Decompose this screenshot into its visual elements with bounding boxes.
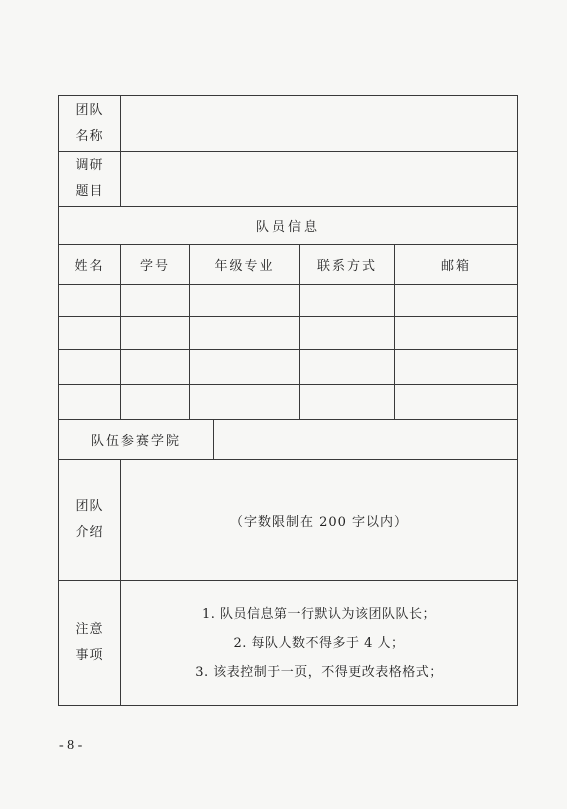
team-name-label: 团队 名称	[59, 96, 121, 152]
member-name-cell[interactable]	[59, 385, 121, 420]
notes-content	[121, 581, 518, 706]
member-student-id-cell[interactable]	[121, 285, 190, 317]
member-contact-cell[interactable]	[300, 285, 395, 317]
member-row	[59, 317, 518, 350]
member-email-cell[interactable]	[395, 385, 518, 420]
research-topic-label: 调研 题目	[59, 152, 121, 207]
research-topic-row	[59, 152, 518, 207]
member-student-id-cell[interactable]	[121, 350, 190, 385]
member-email-cell[interactable]	[395, 350, 518, 385]
team-intro-field[interactable]: （字数限制在 200 字以内）	[121, 460, 518, 581]
team-intro-label: 团队 介绍	[59, 460, 121, 581]
member-email-cell[interactable]	[395, 317, 518, 350]
member-student-id-cell[interactable]	[121, 385, 190, 420]
team-name-row	[59, 96, 518, 152]
col-header-contact: 联系方式	[300, 245, 395, 285]
member-name-cell[interactable]	[59, 350, 121, 385]
note-item: 2. 每队人数不得多于 4 人；	[233, 635, 405, 651]
member-email-cell[interactable]	[395, 285, 518, 317]
member-contact-cell[interactable]	[300, 317, 395, 350]
col-header-email: 邮箱	[395, 245, 518, 285]
notes-label: 注意 事项	[59, 581, 121, 706]
member-name-cell[interactable]	[59, 317, 121, 350]
registration-form-table	[58, 95, 518, 706]
member-contact-cell[interactable]	[300, 385, 395, 420]
col-header-grade-major: 年级专业	[190, 245, 300, 285]
member-name-cell[interactable]	[59, 285, 121, 317]
member-grade-major-cell[interactable]	[190, 385, 300, 420]
member-row	[59, 285, 518, 317]
member-contact-cell[interactable]	[300, 350, 395, 385]
note-item: 3. 该表控制于一页，不得更改表格格式；	[195, 664, 443, 680]
member-section-title: 队员信息	[59, 207, 518, 245]
col-header-student-id: 学号	[121, 245, 190, 285]
member-student-id-cell[interactable]	[121, 317, 190, 350]
col-header-name: 姓名	[59, 245, 121, 285]
college-field[interactable]	[214, 420, 518, 460]
member-grade-major-cell[interactable]	[190, 350, 300, 385]
college-label: 队伍参赛学院	[59, 420, 214, 460]
note-item: 1. 队员信息第一行默认为该团队队长；	[202, 606, 437, 622]
team-intro-row	[59, 460, 518, 581]
research-topic-field[interactable]	[121, 152, 518, 207]
member-grade-major-cell[interactable]	[190, 317, 300, 350]
member-section-row	[59, 207, 518, 245]
team-name-field[interactable]	[121, 96, 518, 152]
college-row	[59, 420, 518, 460]
member-grade-major-cell[interactable]	[190, 285, 300, 317]
member-row	[59, 385, 518, 420]
member-header-row	[59, 245, 518, 285]
member-row	[59, 350, 518, 385]
page-number: - 8 -	[59, 738, 83, 753]
notes-row	[59, 581, 518, 706]
